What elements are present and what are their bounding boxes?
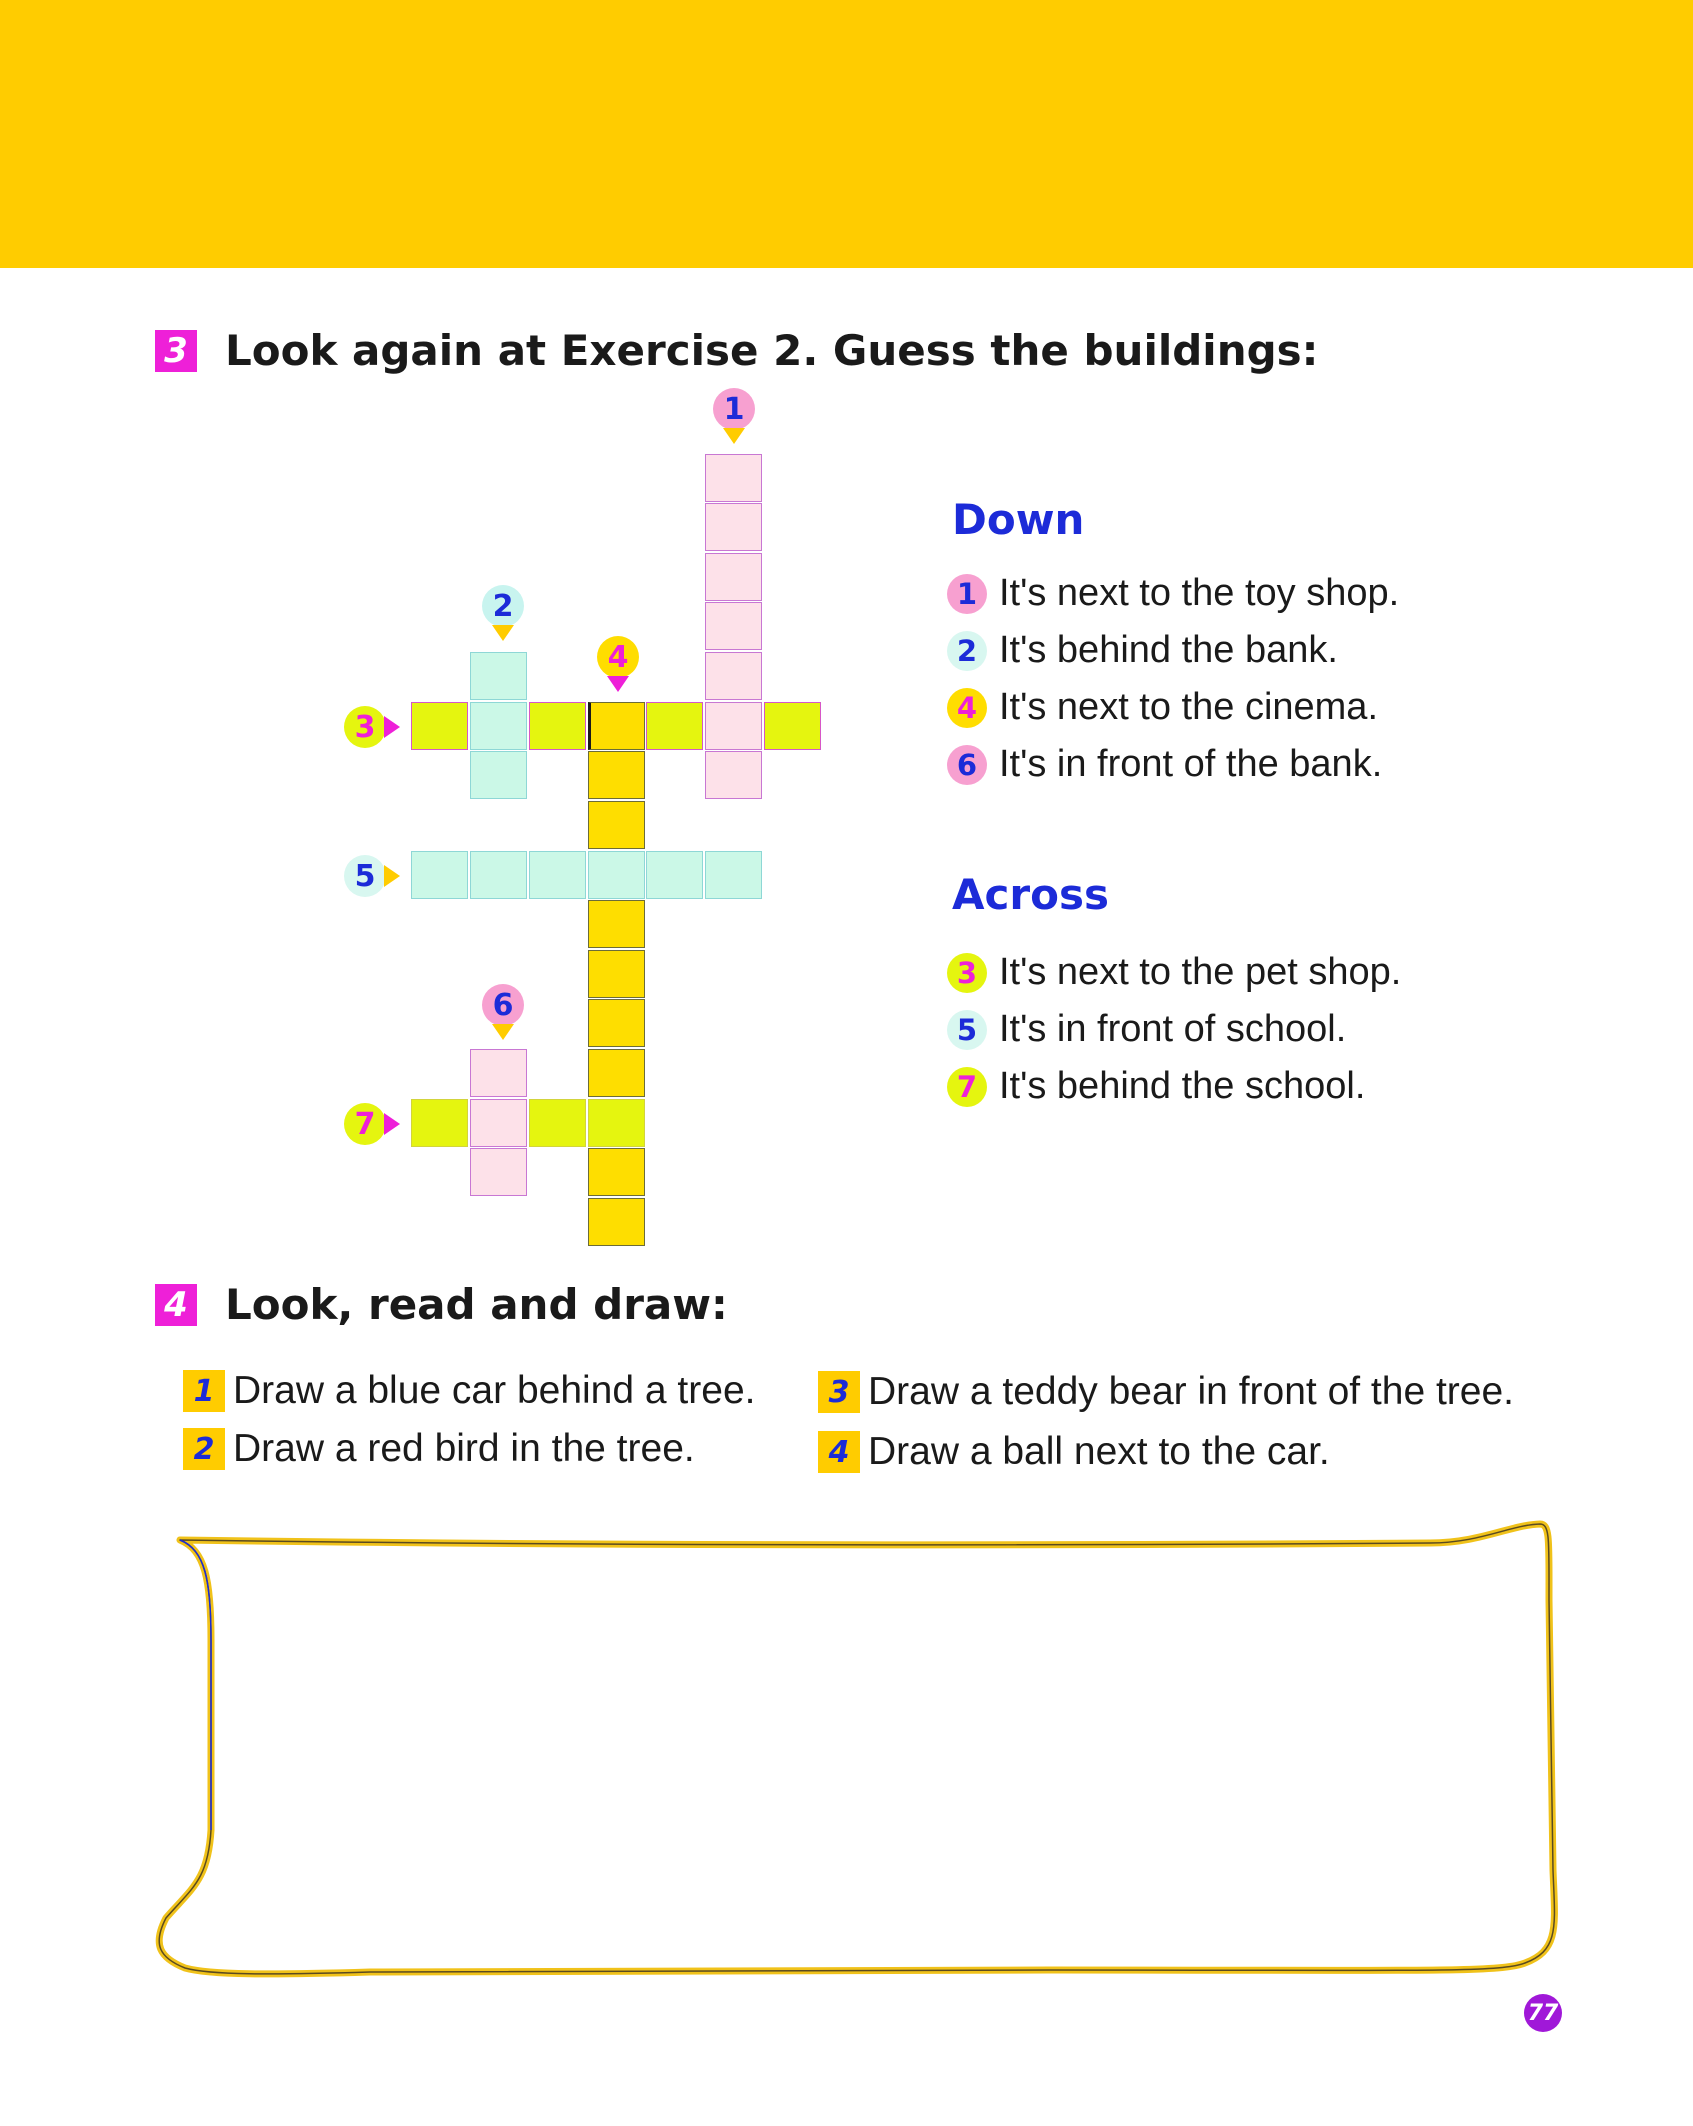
exercise-4-number: 4 [155,1284,197,1326]
drawing-frame-border [159,1524,1554,1974]
task-number-badge: 3 [818,1371,860,1413]
exercise-3-number: 3 [155,330,197,372]
clue-4-number: 4 [597,636,639,678]
exercise-4-title: Look, read and draw: [225,1280,728,1329]
task-text: Draw a ball next to the car. [868,1430,1330,1473]
page-number: 77 [1524,1994,1562,2032]
clue-number-badge: 2 [947,631,987,671]
clue-number-badge: 6 [947,745,987,785]
drawing-frame-outline [159,1524,1554,1974]
clue-1-number: 1 [713,388,755,430]
clue-number-badge: 1 [947,574,987,614]
task-text: Draw a teddy bear in front of the tree. [868,1370,1515,1413]
clue-6-number: 6 [482,984,524,1026]
across-heading: Across [952,870,1109,919]
clue-text: It's in front of the bank. [999,743,1383,785]
exercise-3-title: Look again at Exercise 2. Guess the buildings: [225,326,1319,375]
clue-2-number: 2 [482,585,524,627]
clue-number-badge: 4 [947,688,987,728]
clue-number-badge: 5 [947,1010,987,1050]
clue-text: It's next to the toy shop. [999,572,1400,614]
task-number-badge: 2 [183,1428,225,1470]
clue-text: It's in front of school. [999,1008,1347,1050]
clue-text: It's next to the cinema. [999,686,1378,728]
task-text: Draw a red bird in the tree. [233,1427,695,1470]
task-number-badge: 4 [818,1431,860,1473]
clue-text: It's behind the school. [999,1065,1366,1107]
clue-5-number: 5 [344,855,386,897]
clue-7-number: 7 [344,1103,386,1145]
task-number-badge: 1 [183,1370,225,1412]
down-heading: Down [952,495,1085,544]
clue-text: It's next to the pet shop. [999,951,1402,993]
clue-number-badge: 7 [947,1067,987,1107]
clue-text: It's behind the bank. [999,629,1338,671]
clue-number-badge: 3 [947,953,987,993]
clue-3-number: 3 [344,706,386,748]
task-text: Draw a blue car behind a tree. [233,1369,756,1412]
